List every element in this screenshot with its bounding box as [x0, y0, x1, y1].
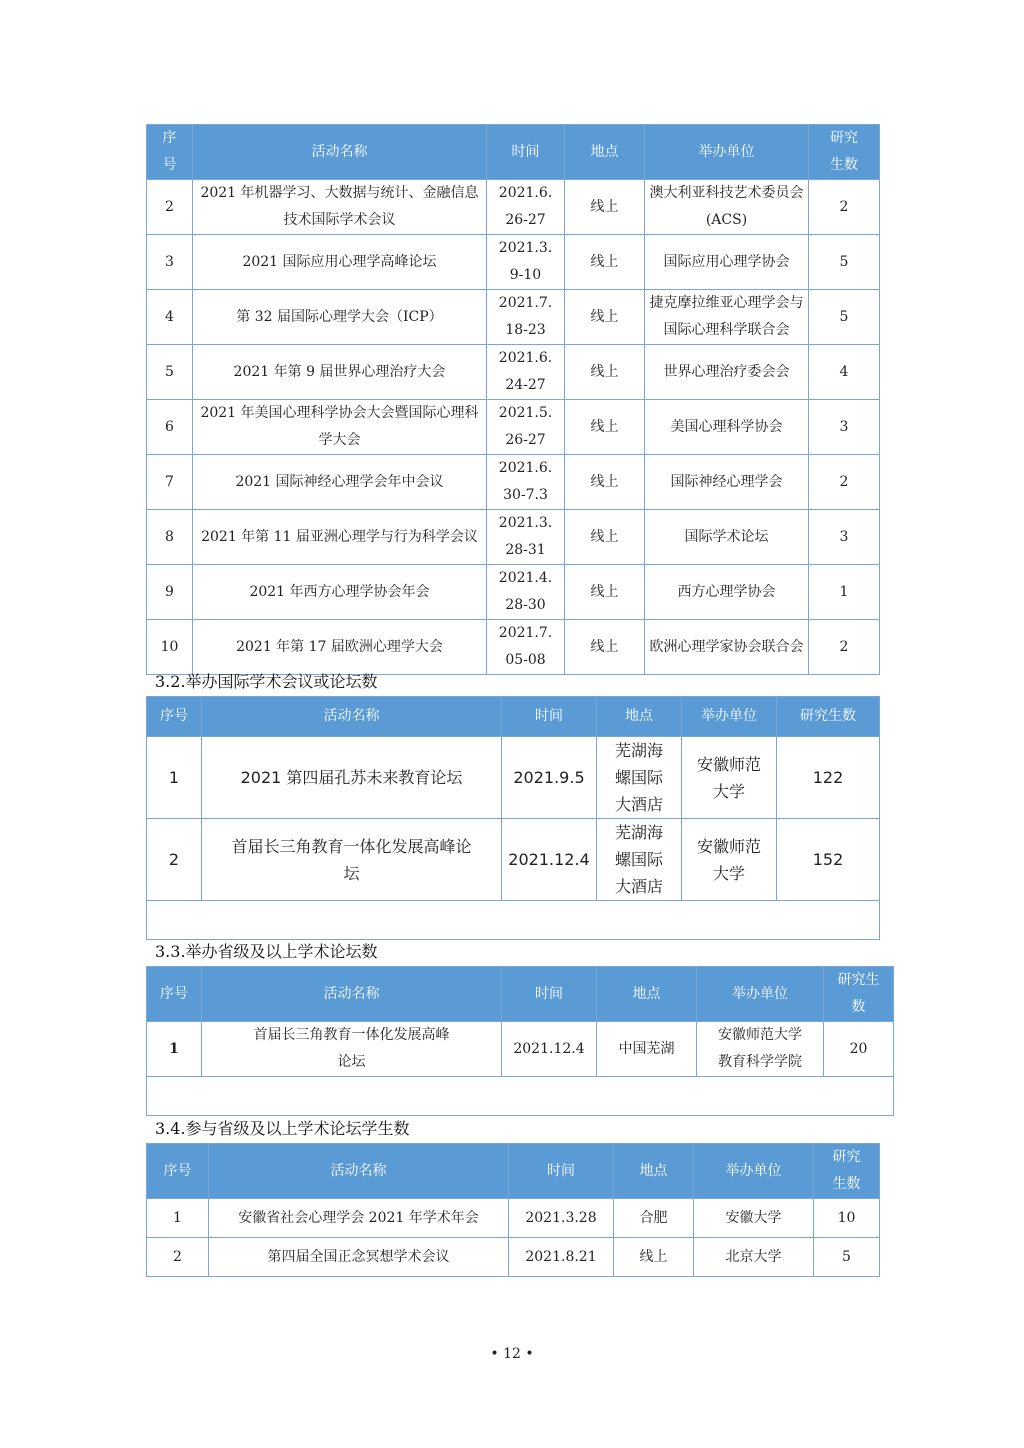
header-count-line2: 生数: [830, 157, 858, 173]
cell-time: 2021.8.21: [509, 1238, 614, 1277]
table-body: [147, 1022, 894, 1116]
cell-time: 2021.12.4: [502, 819, 597, 901]
cell-name: 2021 国际应用心理学高峰论坛: [193, 235, 487, 290]
table-row: [147, 235, 880, 290]
cell-no: 1: [147, 1022, 202, 1077]
section-heading-3-2: 3.2.举办国际学术会议或论坛数: [155, 672, 378, 691]
cell-place: 线上: [565, 180, 645, 235]
header-no: 序号: [147, 697, 202, 737]
cell-name: 安徽省社会心理学会 2021 年学术年会: [209, 1199, 509, 1238]
empty-row: [147, 1077, 894, 1116]
cell-org: 西方心理学协会: [645, 565, 809, 620]
cell-count: 2: [809, 180, 880, 235]
header-place: 地点: [597, 967, 697, 1022]
cell-time: 2021.6. 24-27: [487, 345, 565, 400]
header-time: 时间: [502, 697, 597, 737]
cell-place: 合肥: [614, 1199, 694, 1238]
cell-org: 美国心理科学协会: [645, 400, 809, 455]
table-row: [147, 1238, 880, 1277]
cell-no: 7: [147, 455, 193, 510]
header-count-line1: 研究生: [837, 972, 880, 988]
cell-name: 2021 年西方心理学协会年会: [193, 565, 487, 620]
cell-no: 4: [147, 290, 193, 345]
cell-org: 安徽师范 大学: [682, 737, 777, 819]
cell-org: 安徽师范 大学: [682, 819, 777, 901]
table-row: [147, 819, 880, 901]
header-name: 活动名称: [202, 697, 502, 737]
cell-count: 5: [809, 235, 880, 290]
cell-no: 8: [147, 510, 193, 565]
table-row: [147, 290, 880, 345]
header-place: 地点: [597, 697, 682, 737]
cell-org: 北京大学: [694, 1238, 814, 1277]
cell-count: 122: [777, 737, 880, 819]
table-row: [147, 455, 880, 510]
cell-name: 2021 第四届孔苏未来教育论坛: [202, 737, 502, 819]
cell-no: 2: [147, 819, 202, 901]
cell-place: 线上: [565, 235, 645, 290]
header-count: 研究生数: [777, 697, 880, 737]
cell-name: 首届长三角教育一体化发展高峰 论坛: [202, 1022, 502, 1077]
cell-place: 线上: [565, 400, 645, 455]
cell-no: 2: [147, 1238, 209, 1277]
table-header-row: [147, 697, 880, 737]
empty-cell: [147, 1077, 894, 1116]
header-no-line2: 号: [162, 157, 177, 173]
table-row: [147, 400, 880, 455]
header-name: 活动名称: [202, 967, 502, 1022]
activities-table-3-3: [146, 966, 894, 1116]
section-heading-3-3: 3.3.举办省级及以上学术论坛数: [155, 942, 378, 961]
cell-count: 152: [777, 819, 880, 901]
cell-name: 2021 年机器学习、大数据与统计、金融信息技术国际学术会议: [193, 180, 487, 235]
section-heading-3-4: 3.4.参与省级及以上学术论坛学生数: [155, 1119, 410, 1138]
cell-org: 安徽师范大学 教育科学学院: [697, 1022, 824, 1077]
activities-table-3-1: [146, 124, 880, 675]
cell-org: 安徽大学: [694, 1199, 814, 1238]
table-row: [147, 180, 880, 235]
cell-name: 2021 年美国心理科学协会大会暨国际心理科学大会: [193, 400, 487, 455]
header-org: 举办单位: [682, 697, 777, 737]
cell-no: 1: [147, 1199, 209, 1238]
cell-time: 2021.7. 18-23: [487, 290, 565, 345]
cell-no: 2: [147, 180, 193, 235]
table-row: [147, 737, 880, 819]
header-name: 活动名称: [209, 1144, 509, 1199]
header-time: 时间: [502, 967, 597, 1022]
header-count-line2: 生数: [832, 1176, 861, 1192]
cell-no: 1: [147, 737, 202, 819]
cell-time: 2021.4. 28-30: [487, 565, 565, 620]
cell-name: 第 32 届国际心理学大会（ICP）: [193, 290, 487, 345]
cell-time: 2021.12.4: [502, 1022, 597, 1077]
table-row: [147, 345, 880, 400]
header-no: 序号: [147, 1144, 209, 1199]
cell-count: 3: [809, 510, 880, 565]
empty-cell: [147, 901, 880, 940]
cell-org: 国际神经心理学会: [645, 455, 809, 510]
cell-time: 2021.3.28: [509, 1199, 614, 1238]
activities-table-3-2: [146, 696, 880, 940]
cell-name: 2021 年第 11 届亚洲心理学与行为科学会议: [193, 510, 487, 565]
cell-place: 线上: [565, 455, 645, 510]
cell-name: 首届长三角教育一体化发展高峰论 坛: [202, 819, 502, 901]
cell-name: 2021 年第 17 届欧洲心理学大会: [193, 620, 487, 675]
header-count: [814, 1144, 880, 1199]
header-count: [824, 967, 894, 1022]
header-name: 活动名称: [193, 125, 487, 180]
header-count: [809, 125, 880, 180]
table-header-row: [147, 1144, 880, 1199]
table-row: [147, 565, 880, 620]
header-org: 举办单位: [694, 1144, 814, 1199]
empty-row: [147, 901, 880, 940]
cell-time: 2021.9.5: [502, 737, 597, 819]
table-row: [147, 620, 880, 675]
table-row: [147, 1022, 894, 1077]
table-body: [147, 1199, 880, 1277]
cell-count: 1: [809, 565, 880, 620]
header-org: 举办单位: [697, 967, 824, 1022]
table-body: [147, 180, 880, 675]
cell-no: 9: [147, 565, 193, 620]
header-count-line1: 研究: [830, 130, 858, 146]
cell-no: 3: [147, 235, 193, 290]
cell-no: 10: [147, 620, 193, 675]
header-count-line2: 数: [851, 999, 866, 1015]
cell-count: 3: [809, 400, 880, 455]
page-number: • 12 •: [490, 1346, 534, 1362]
table-row: [147, 1199, 880, 1238]
cell-count: 10: [814, 1199, 880, 1238]
cell-no: 5: [147, 345, 193, 400]
table-row: [147, 510, 880, 565]
header-no-line1: 序: [162, 130, 177, 146]
cell-time: 2021.6. 30-7.3: [487, 455, 565, 510]
cell-place: 芜湖海 螺国际 大酒店: [597, 737, 682, 819]
cell-count: 5: [814, 1238, 880, 1277]
cell-org: 世界心理治疗委会会: [645, 345, 809, 400]
cell-org: 澳大利亚科技艺术委员会(ACS): [645, 180, 809, 235]
cell-name: 2021 国际神经心理学会年中会议: [193, 455, 487, 510]
cell-place: 芜湖海 螺国际 大酒店: [597, 819, 682, 901]
header-no: 序号: [147, 967, 202, 1022]
cell-no: 6: [147, 400, 193, 455]
table-header-row: [147, 125, 880, 180]
table-header-row: [147, 967, 894, 1022]
header-org: 举办单位: [645, 125, 809, 180]
cell-org: 捷克摩拉维亚心理学会与国际心理科学联合会: [645, 290, 809, 345]
cell-name: 第四届全国正念冥想学术会议: [209, 1238, 509, 1277]
header-time: 时间: [509, 1144, 614, 1199]
cell-place: 线上: [565, 565, 645, 620]
cell-org: 国际应用心理学协会: [645, 235, 809, 290]
cell-count: 4: [809, 345, 880, 400]
cell-time: 2021.3. 28-31: [487, 510, 565, 565]
cell-place: 线上: [565, 345, 645, 400]
cell-place: 线上: [565, 290, 645, 345]
activities-table-3-4: [146, 1143, 880, 1277]
cell-count: 2: [809, 620, 880, 675]
cell-org: 国际学术论坛: [645, 510, 809, 565]
header-place: 地点: [614, 1144, 694, 1199]
cell-org: 欧洲心理学家协会联合会: [645, 620, 809, 675]
cell-count: 2: [809, 455, 880, 510]
cell-place: 线上: [565, 510, 645, 565]
cell-time: 2021.7. 05-08: [487, 620, 565, 675]
header-count-line1: 研究: [832, 1149, 861, 1165]
cell-place: 中国芜湖: [597, 1022, 697, 1077]
header-no: [147, 125, 193, 180]
header-place: 地点: [565, 125, 645, 180]
cell-name: 2021 年第 9 届世界心理治疗大会: [193, 345, 487, 400]
cell-count: 5: [809, 290, 880, 345]
cell-time: 2021.6. 26-27: [487, 180, 565, 235]
header-time: 时间: [487, 125, 565, 180]
cell-place: 线上: [565, 620, 645, 675]
cell-time: 2021.3. 9-10: [487, 235, 565, 290]
cell-time: 2021.5. 26-27: [487, 400, 565, 455]
table-body: [147, 737, 880, 940]
cell-count: 20: [824, 1022, 894, 1077]
cell-place: 线上: [614, 1238, 694, 1277]
